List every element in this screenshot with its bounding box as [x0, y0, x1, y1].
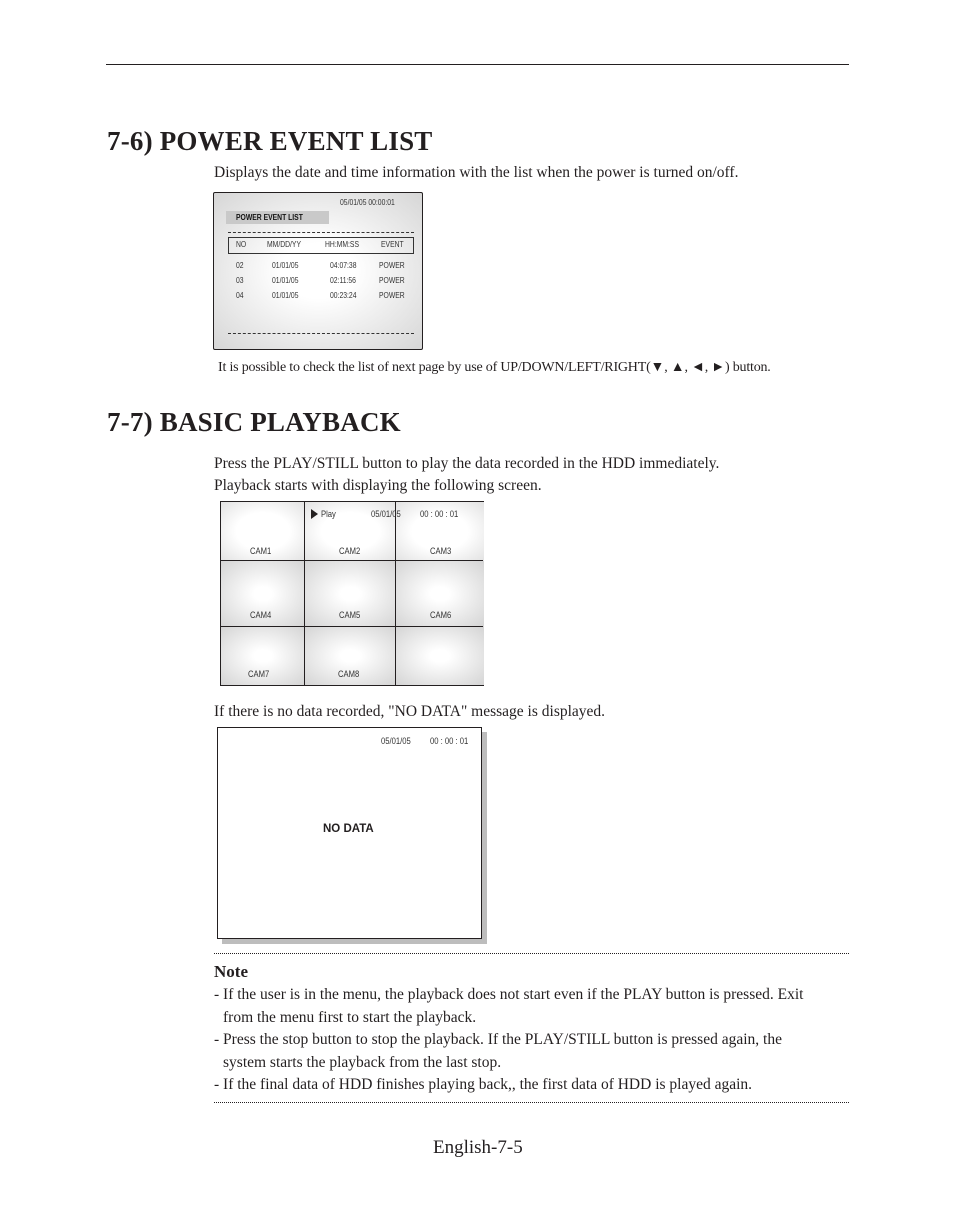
- row-date: 01/01/05: [272, 291, 299, 300]
- row-event: POWER: [379, 261, 405, 270]
- screen-datetime: 05/01/05 00:00:01: [340, 198, 395, 207]
- section-heading-power-event-list: 7-6) POWER EVENT LIST: [107, 126, 433, 156]
- no-data-message: NO DATA: [323, 823, 374, 835]
- note-line: system starts the playback from the last stop.: [223, 1054, 502, 1071]
- no-data-caption: If there is no data recorded, "NO DATA" message is displayed.: [214, 703, 606, 720]
- camera-label: CAM7: [248, 669, 270, 679]
- header-rule: [106, 64, 849, 65]
- power-event-list-screen: [213, 192, 423, 350]
- grid-divider: [221, 626, 483, 627]
- note-line: from the menu first to start the playback.: [223, 1009, 477, 1026]
- camera-cell: [396, 627, 484, 685]
- camera-label: CAM2: [339, 546, 361, 556]
- row-no: 02: [236, 261, 244, 270]
- row-no: 04: [236, 291, 244, 300]
- row-no: 03: [236, 276, 244, 285]
- row-event: POWER: [379, 291, 405, 300]
- camera-label: CAM5: [339, 610, 361, 620]
- column-header-date: MM/DD/YY: [267, 240, 301, 249]
- playback-date: 05/01/05: [371, 509, 401, 519]
- no-data-date: 05/01/05: [381, 736, 411, 746]
- playback-mode-label: Play: [321, 509, 336, 519]
- note-line: - If the final data of HDD finishes playing back,, the first data of HDD is played again.: [214, 1076, 753, 1093]
- grid-divider: [395, 502, 396, 685]
- row-time: 04:07:38: [330, 261, 357, 270]
- section-heading-basic-playback: 7-7) BASIC PLAYBACK: [107, 407, 401, 437]
- row-time: 02:11:56: [330, 276, 356, 285]
- row-date: 01/01/05: [272, 276, 299, 285]
- screen-title: POWER EVENT LIST: [236, 213, 303, 222]
- camera-label: CAM3: [430, 546, 452, 556]
- camera-label: CAM6: [430, 610, 452, 620]
- column-header-event: EVENT: [381, 240, 404, 249]
- power-event-description: Displays the date and time information with the list when the power is turned on/off.: [214, 164, 739, 181]
- note-title: Note: [214, 962, 248, 981]
- no-data-time: 00 : 00 : 01: [430, 736, 469, 746]
- note-bottom-divider: [214, 1102, 849, 1103]
- playback-camera-grid: [220, 501, 484, 686]
- grid-divider: [304, 502, 305, 685]
- playback-intro-line1: Press the PLAY/STILL button to play the data recorded in the HDD immediately.: [214, 455, 720, 472]
- row-date: 01/01/05: [272, 261, 299, 270]
- camera-label: CAM4: [250, 610, 272, 620]
- row-time: 00:23:24: [330, 291, 357, 300]
- note-line: - Press the stop button to stop the playback. If the PLAY/STILL button is pressed again, the: [214, 1031, 782, 1048]
- no-data-screen: [217, 727, 482, 939]
- grid-divider: [221, 560, 483, 561]
- camera-label: CAM8: [338, 669, 360, 679]
- row-event: POWER: [379, 276, 405, 285]
- column-header-no: NO: [236, 240, 247, 249]
- playback-intro-line2: Playback starts with displaying the following screen.: [214, 477, 542, 494]
- play-icon: [311, 509, 318, 519]
- dashed-divider: [228, 333, 414, 334]
- playback-time: 00 : 00 : 01: [420, 509, 459, 519]
- page-number: English-7-5: [433, 1137, 523, 1158]
- navigation-hint: It is possible to check the list of next page by use of UP/DOWN/LEFT/RIGHT(▼, ▲, ◄, ►) button.: [218, 360, 771, 375]
- note-top-divider: [214, 953, 849, 954]
- note-line: - If the user is in the menu, the playback does not start even if the PLAY button is pressed. Exit: [214, 986, 804, 1003]
- column-header-time: HH:MM:SS: [325, 240, 359, 249]
- camera-label: CAM1: [250, 546, 272, 556]
- dashed-divider: [228, 232, 414, 233]
